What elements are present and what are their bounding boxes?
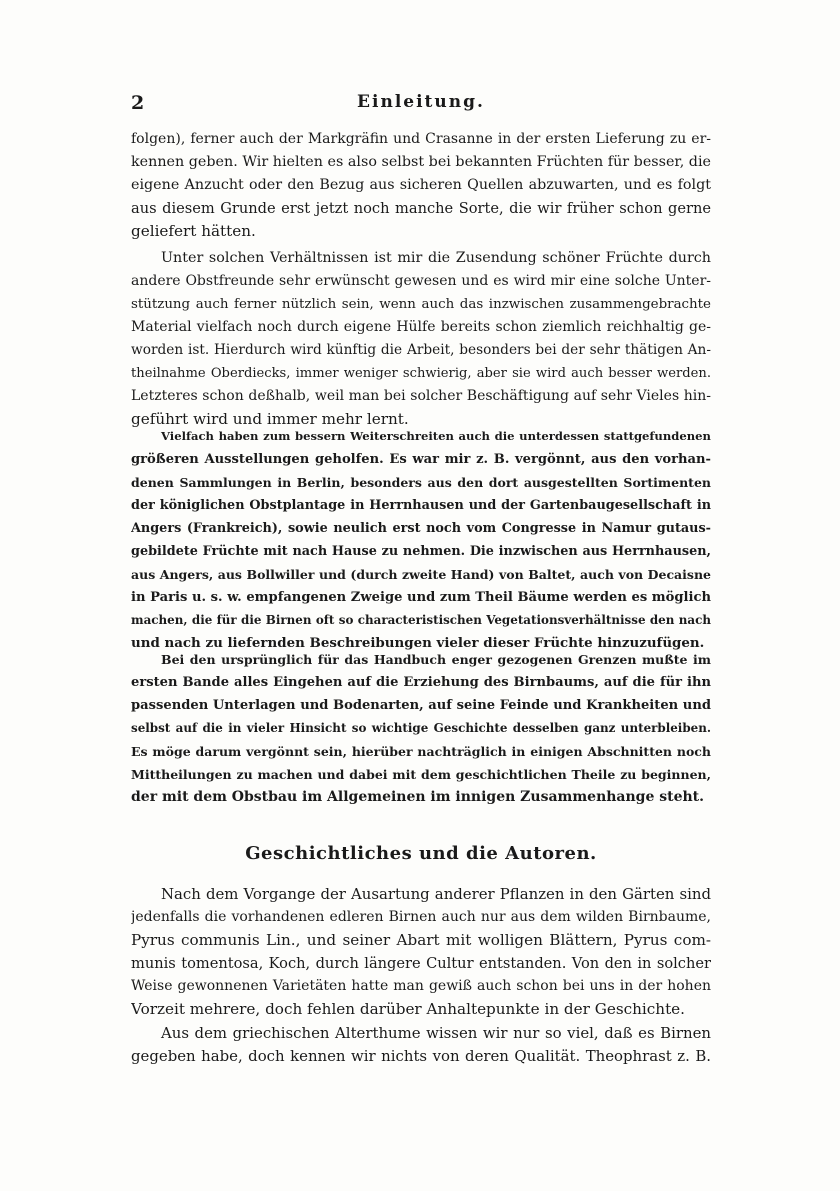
text-line: theilnahme Oberdiecks, immer weniger schwierig, aber sie wird auch besser werden. (131, 366, 711, 381)
text-line: jedenfalls die vorhandenen edleren Birnen auch nur aus dem wilden Birnbaume, (131, 909, 711, 925)
text-line: stützung auch ferner nützlich sein, wenn auch das inzwischen zusammengebrachte (131, 297, 711, 312)
paragraph-3 (131, 425, 711, 655)
text-line: in Paris u. s. w. empfangenen Zweige und zum Theil Bäume werden es möglich (131, 590, 711, 605)
page-number: 2 (131, 92, 145, 114)
text-line: Pyrus communis Lin., und seiner Abart mit wolligen Blättern, Pyrus com- (131, 931, 711, 949)
text-line: Bei den ursprünglich für das Handbuch enger gezogenen Grenzen mußte im (161, 652, 711, 667)
text-line: folgen), ferner auch der Markgräfin und Crasanne in der ersten Lieferung zu er- (131, 131, 711, 147)
text-line: denen Sammlungen in Berlin, besonders aus den dort ausgestellten Sortimenten (131, 475, 711, 490)
text-line: eigene Anzucht oder den Bezug aus sicheren Quellen abzuwarten, und es folgt (131, 177, 711, 193)
text-line: Nach dem Vorgange der Ausartung anderer Pflanzen in den Gärten sind (161, 885, 711, 903)
text-line: ersten Bande alles Eingehen auf die Erziehung des Birnbaums, auf die für ihn (131, 675, 711, 690)
text-line: Weise gewonnenen Varietäten hatte man gewiß auch schon bei uns in der hohen (131, 978, 711, 994)
text-line: und nach zu liefernden Beschreibungen vieler dieser Früchte hinzuzufügen. (131, 635, 705, 651)
paragraph-2 (131, 247, 711, 431)
text-line: geliefert hätten. (131, 222, 256, 240)
text-line: größeren Ausstellungen geholfen. Es war mir z. B. vergönnt, aus den vorhan- (131, 452, 711, 467)
text-line: Es möge darum vergönnt sein, hierüber nachträglich in einigen Abschnitten noch (131, 744, 711, 759)
text-line: Mittheilungen zu machen und dabei mit dem geschichtlichen Theile zu beginnen, (131, 767, 711, 782)
paragraph-4 (131, 648, 711, 809)
text-line: andere Obstfreunde sehr erwünscht gewesen und es wird mir eine solche Unter- (131, 273, 711, 289)
text-line: machen, die für die Birnen oft so characteristischen Vegetationsverhältnisse den nach (131, 613, 711, 627)
text-line: aus diesem Grunde erst jetzt noch manche Sorte, die wir früher schon gerne (131, 200, 711, 217)
text-line: gegeben habe, doch kennen wir nichts von deren Qualität. Theophrast z. B. (131, 1047, 711, 1065)
section-paragraph-2 (131, 1022, 711, 1068)
text-line: Unter solchen Verhältnissen ist mir die Zusendung schöner Früchte durch (161, 250, 711, 266)
text-line: der königlichen Obstplantage in Herrnhausen und der Gartenbaugesellschaft in (131, 498, 711, 513)
text-line: Vorzeit mehrere, doch fehlen darüber Anhaltepunkte in der Geschichte. (131, 1000, 685, 1018)
text-line: aus Angers, aus Bollwiller und (durch zweite Hand) von Baltet, auch von Decaisne (131, 567, 711, 582)
text-line: kennen geben. Wir hielten es also selbst bei bekannten Früchten für besser, die (131, 154, 711, 170)
running-title: Einleitung. (357, 92, 485, 112)
text-line: Letzteres schon deßhalb, weil man bei solcher Beschäftigung auf sehr Vieles hin- (131, 388, 711, 404)
section-heading: Geschichtliches und die Autoren. (245, 843, 597, 864)
text-line: der mit dem Obstbau im Allgemeinen im innigen Zusammenhange steht. (131, 789, 705, 805)
text-line: Material vielfach noch durch eigene Hülfe bereits schon ziemlich reichhaltig ge- (131, 319, 711, 335)
text-line: gebildete Früchte mit nach Hause zu nehmen. Die inzwischen aus Herrnhausen, (131, 544, 711, 559)
text-line: selbst auf die in vieler Hinsicht so wichtige Geschichte desselben ganz unterbleiben. (131, 721, 711, 735)
section-paragraph-1 (131, 883, 711, 1021)
text-line: Vielfach haben zum bessern Weiterschreiten auch die unterdessen stattgefundenen (161, 429, 711, 443)
text-line: munis tomentosa, Koch, durch längere Cultur entstanden. Von den in solcher (131, 955, 711, 972)
text-line: Aus dem griechischen Alterthume wissen wir nur so viel, daß es Birnen (161, 1024, 711, 1042)
text-line: Angers (Frankreich), sowie neulich erst noch vom Congresse in Namur gutaus- (131, 521, 711, 536)
text-line: worden ist. Hierdurch wird künftig die Arbeit, besonders bei der sehr thätigen An- (131, 342, 711, 358)
text-line: passenden Unterlagen und Bodenarten, auf seine Feinde und Krankheiten und (131, 698, 711, 713)
running-head (131, 92, 711, 118)
paragraph-1 (131, 128, 711, 243)
text-line: geführt wird und immer mehr lernt. (131, 410, 409, 428)
